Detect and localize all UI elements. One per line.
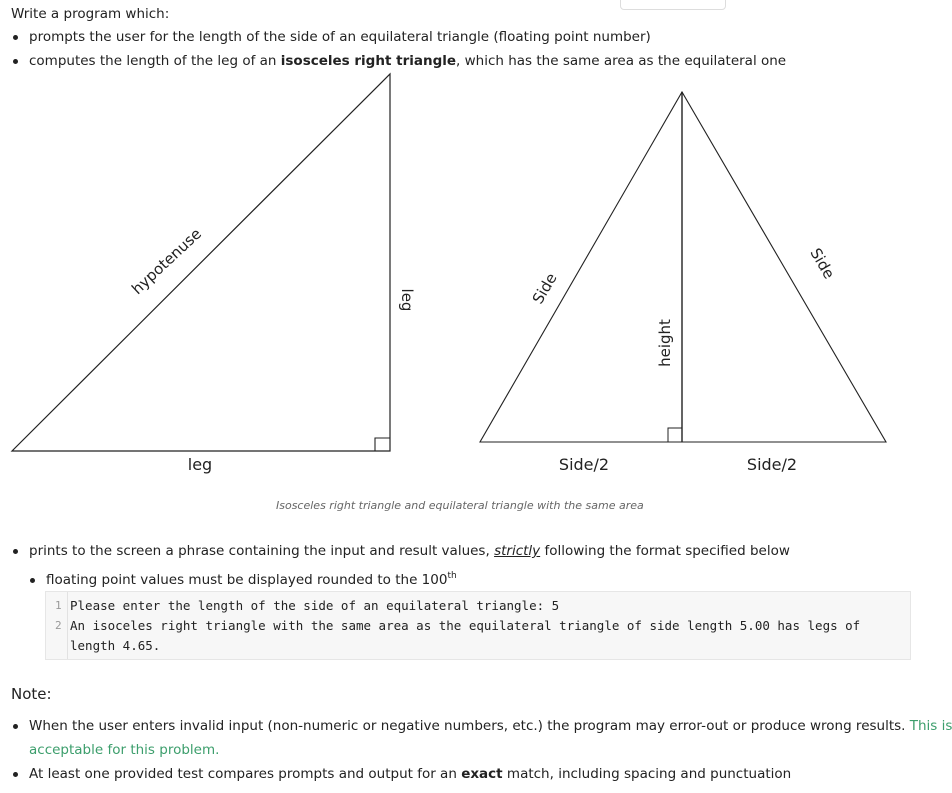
hypotenuse-label: hypotenuse [128, 224, 205, 299]
note-acceptable-a: This is [909, 718, 952, 734]
line-number: 2 [55, 619, 62, 632]
bullet-dot [13, 59, 18, 64]
half-side-right-label: Side/2 [746, 455, 798, 474]
note-exact-bold: exact [461, 766, 503, 782]
line-number: 1 [55, 599, 62, 612]
note-invalid-input [29, 718, 952, 734]
note-heading: Note: [11, 685, 52, 703]
leg-vertical-label: leg [398, 288, 416, 312]
code-block [45, 591, 911, 660]
sub-bullet-rounding [46, 572, 457, 588]
top-toolbar-button[interactable] [620, 0, 726, 10]
note-exact-match [29, 766, 791, 782]
bullet-prints-pre: prints to the screen a phrase containing the input and result values, [29, 543, 495, 559]
side-right-label: Side [806, 244, 839, 283]
bullet-prints-strictly: strictly [494, 543, 541, 559]
bullet-prints-post: following the format specified below [540, 543, 790, 559]
bullet-computes-post: , which has the same area as the equilateral one [456, 53, 787, 69]
bullet-dot [13, 35, 18, 40]
bullet-prompts: prompts the user for the length of the side of an equilateral triangle (floating point number) [29, 29, 651, 45]
right-angle-marker [375, 438, 390, 451]
bullet-computes-pre: computes the length of the leg of an [29, 53, 281, 69]
note-invalid-input-text: When the user enters invalid input (non-numeric or negative numbers, etc.) the program may error-out or produce wrong results. [29, 718, 910, 734]
rounding-text: floating point values must be displayed rounded to the 100 [46, 572, 448, 588]
bullet-computes [29, 53, 786, 69]
diagram-caption: Isosceles right triangle and equilateral triangle with the same area [276, 499, 644, 512]
bullet-prints [29, 543, 790, 559]
note-acceptable-b: acceptable for this problem. [29, 742, 220, 758]
right-triangle [12, 74, 390, 451]
sub-bullet-dot [30, 578, 35, 583]
side-left-label: Side [528, 269, 561, 308]
half-side-left-label: Side/2 [558, 455, 610, 474]
bullet-computes-bold: isosceles right triangle [280, 53, 457, 69]
code-line: length 4.65. [70, 638, 161, 653]
bullet-dot [13, 772, 18, 777]
leg-bottom-label: leg [187, 455, 213, 474]
note-exact-pre: At least one provided test compares prompts and output for an [29, 766, 462, 782]
note-exact-post: match, including spacing and punctuation [502, 766, 792, 782]
height-label: height [656, 319, 674, 367]
code-line: An isoceles right triangle with the same area as the equilateral triangle of side length 5.00 has legs of [70, 618, 861, 633]
bullet-dot [13, 549, 18, 554]
bullet-dot [13, 724, 18, 729]
triangles-diagram [0, 70, 920, 490]
rounding-superscript: th [447, 571, 457, 581]
height-right-angle-marker [668, 428, 682, 442]
intro-text: Write a program which: [11, 6, 170, 22]
code-line: Please enter the length of the side of an equilateral triangle: 5 [70, 598, 560, 613]
